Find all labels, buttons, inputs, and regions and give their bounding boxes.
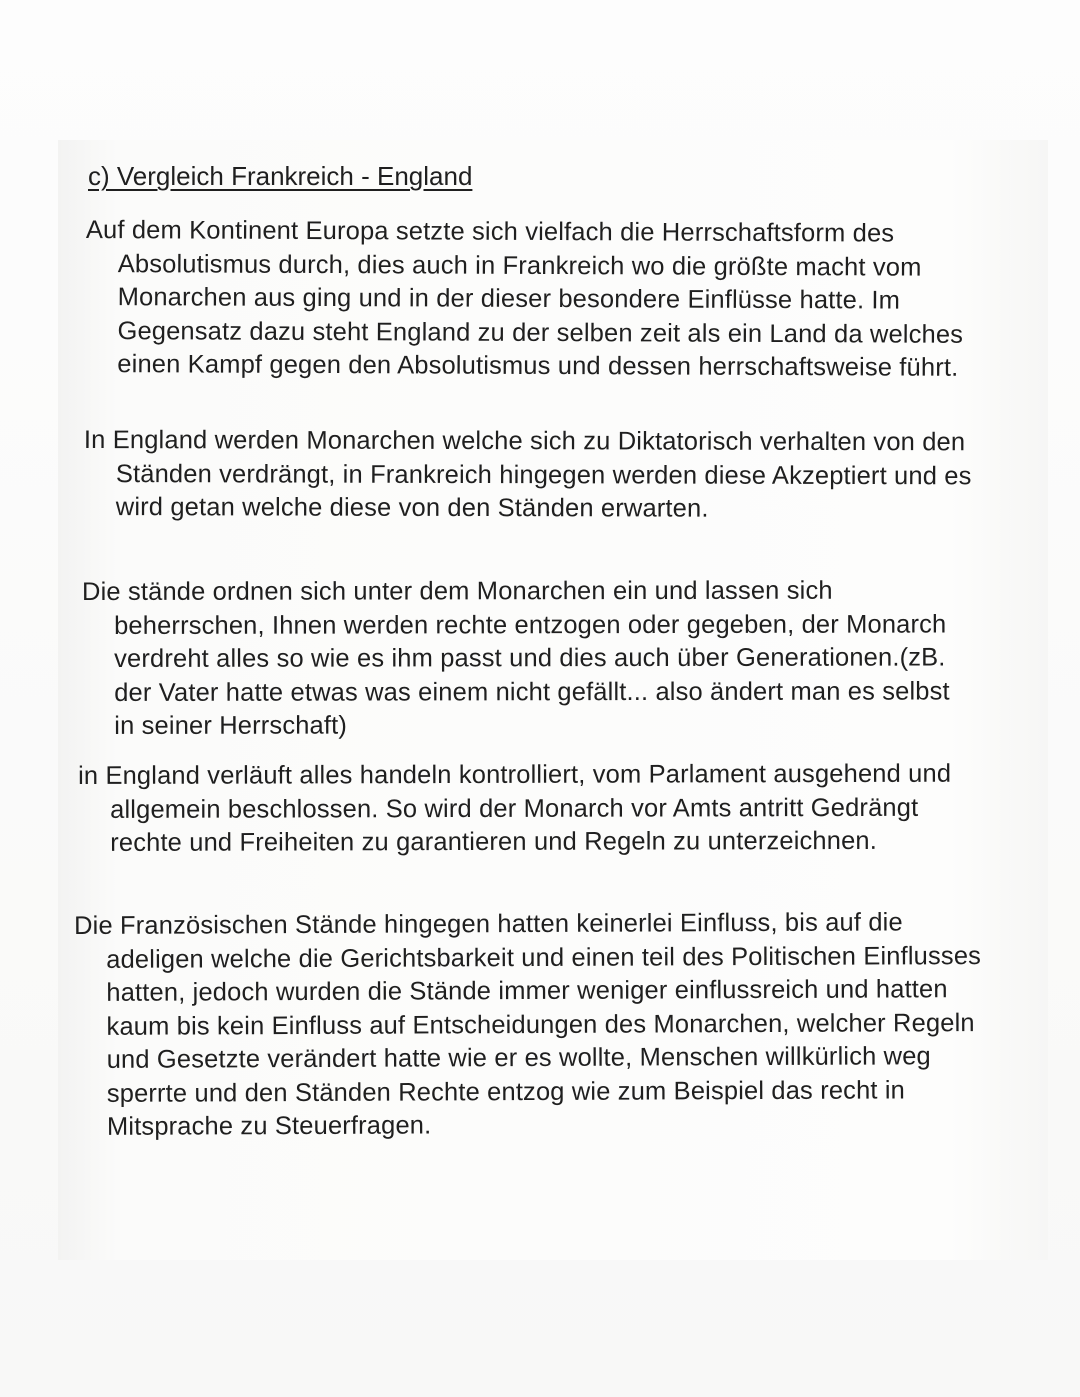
- paragraph-estates: Die stände ordnen sich unter dem Monarchen ein und lassen sich beherrschen, Ihnen werden rechte entzogen oder gegeben, der Monarch verdreht alles so wie es ihm passt und dies auch über Generationen.(zB. der Vater hatte etwas was einem nicht gefällt... also ändert man es selbst in seiner Herrschaft): [82, 576, 950, 740]
- paragraph-absolutism: Auf dem Kontinent Europa setzte sich vielfach die Herrschaftsform des Absolutismus durch, dies auch in Frankreich wo die größte macht vom Monarchen aus ging und in der dieser besondere Einflüsse hatte. Im Gegensatz dazu steht England zu der selben zeit als ein Land da welches einen Kampf gegen den Absolutismus und dessen herrschaftsweise führt.: [85, 215, 964, 382]
- section-heading: c) Vergleich Frankreich - England: [88, 161, 473, 191]
- paragraph-england-monarchs: In England werden Monarchen welche sich zu Diktatorisch verhalten von den Ständen verdrängt, in Frankreich hingegen werden diese Akzeptiert und es wird getan welche diese von den Ständen erwarten.: [83, 426, 972, 523]
- paragraph-parliament: in England verläuft alles handeln kontrolliert, vom Parlament ausgehend und allgemein beschlossen. So wird der Monarch vor Amts antritt Gedrängt rechte und Freiheiten zu garantieren und Regeln zu unterzeichnen.: [78, 759, 952, 857]
- paragraph-french-estates: Die Französischen Stände hingegen hatten keinerlei Einfluss, bis auf die adeligen welche die Gerichtsbarkeit und einen teil des Politischen Einflusses hatten, jedoch wurden die Stände immer weniger einflussreich und hatten kaum bis kein Einfluss auf Entscheidungen des Monarchen, welcher Regeln und Gesetzte verändert hatte wie er es wollte, Menschen willkürlich weg sperrte und den Ständen Rechte entzog wie zum Beispiel das recht in Mitsprache zu Steuerfragen.: [74, 908, 982, 1141]
